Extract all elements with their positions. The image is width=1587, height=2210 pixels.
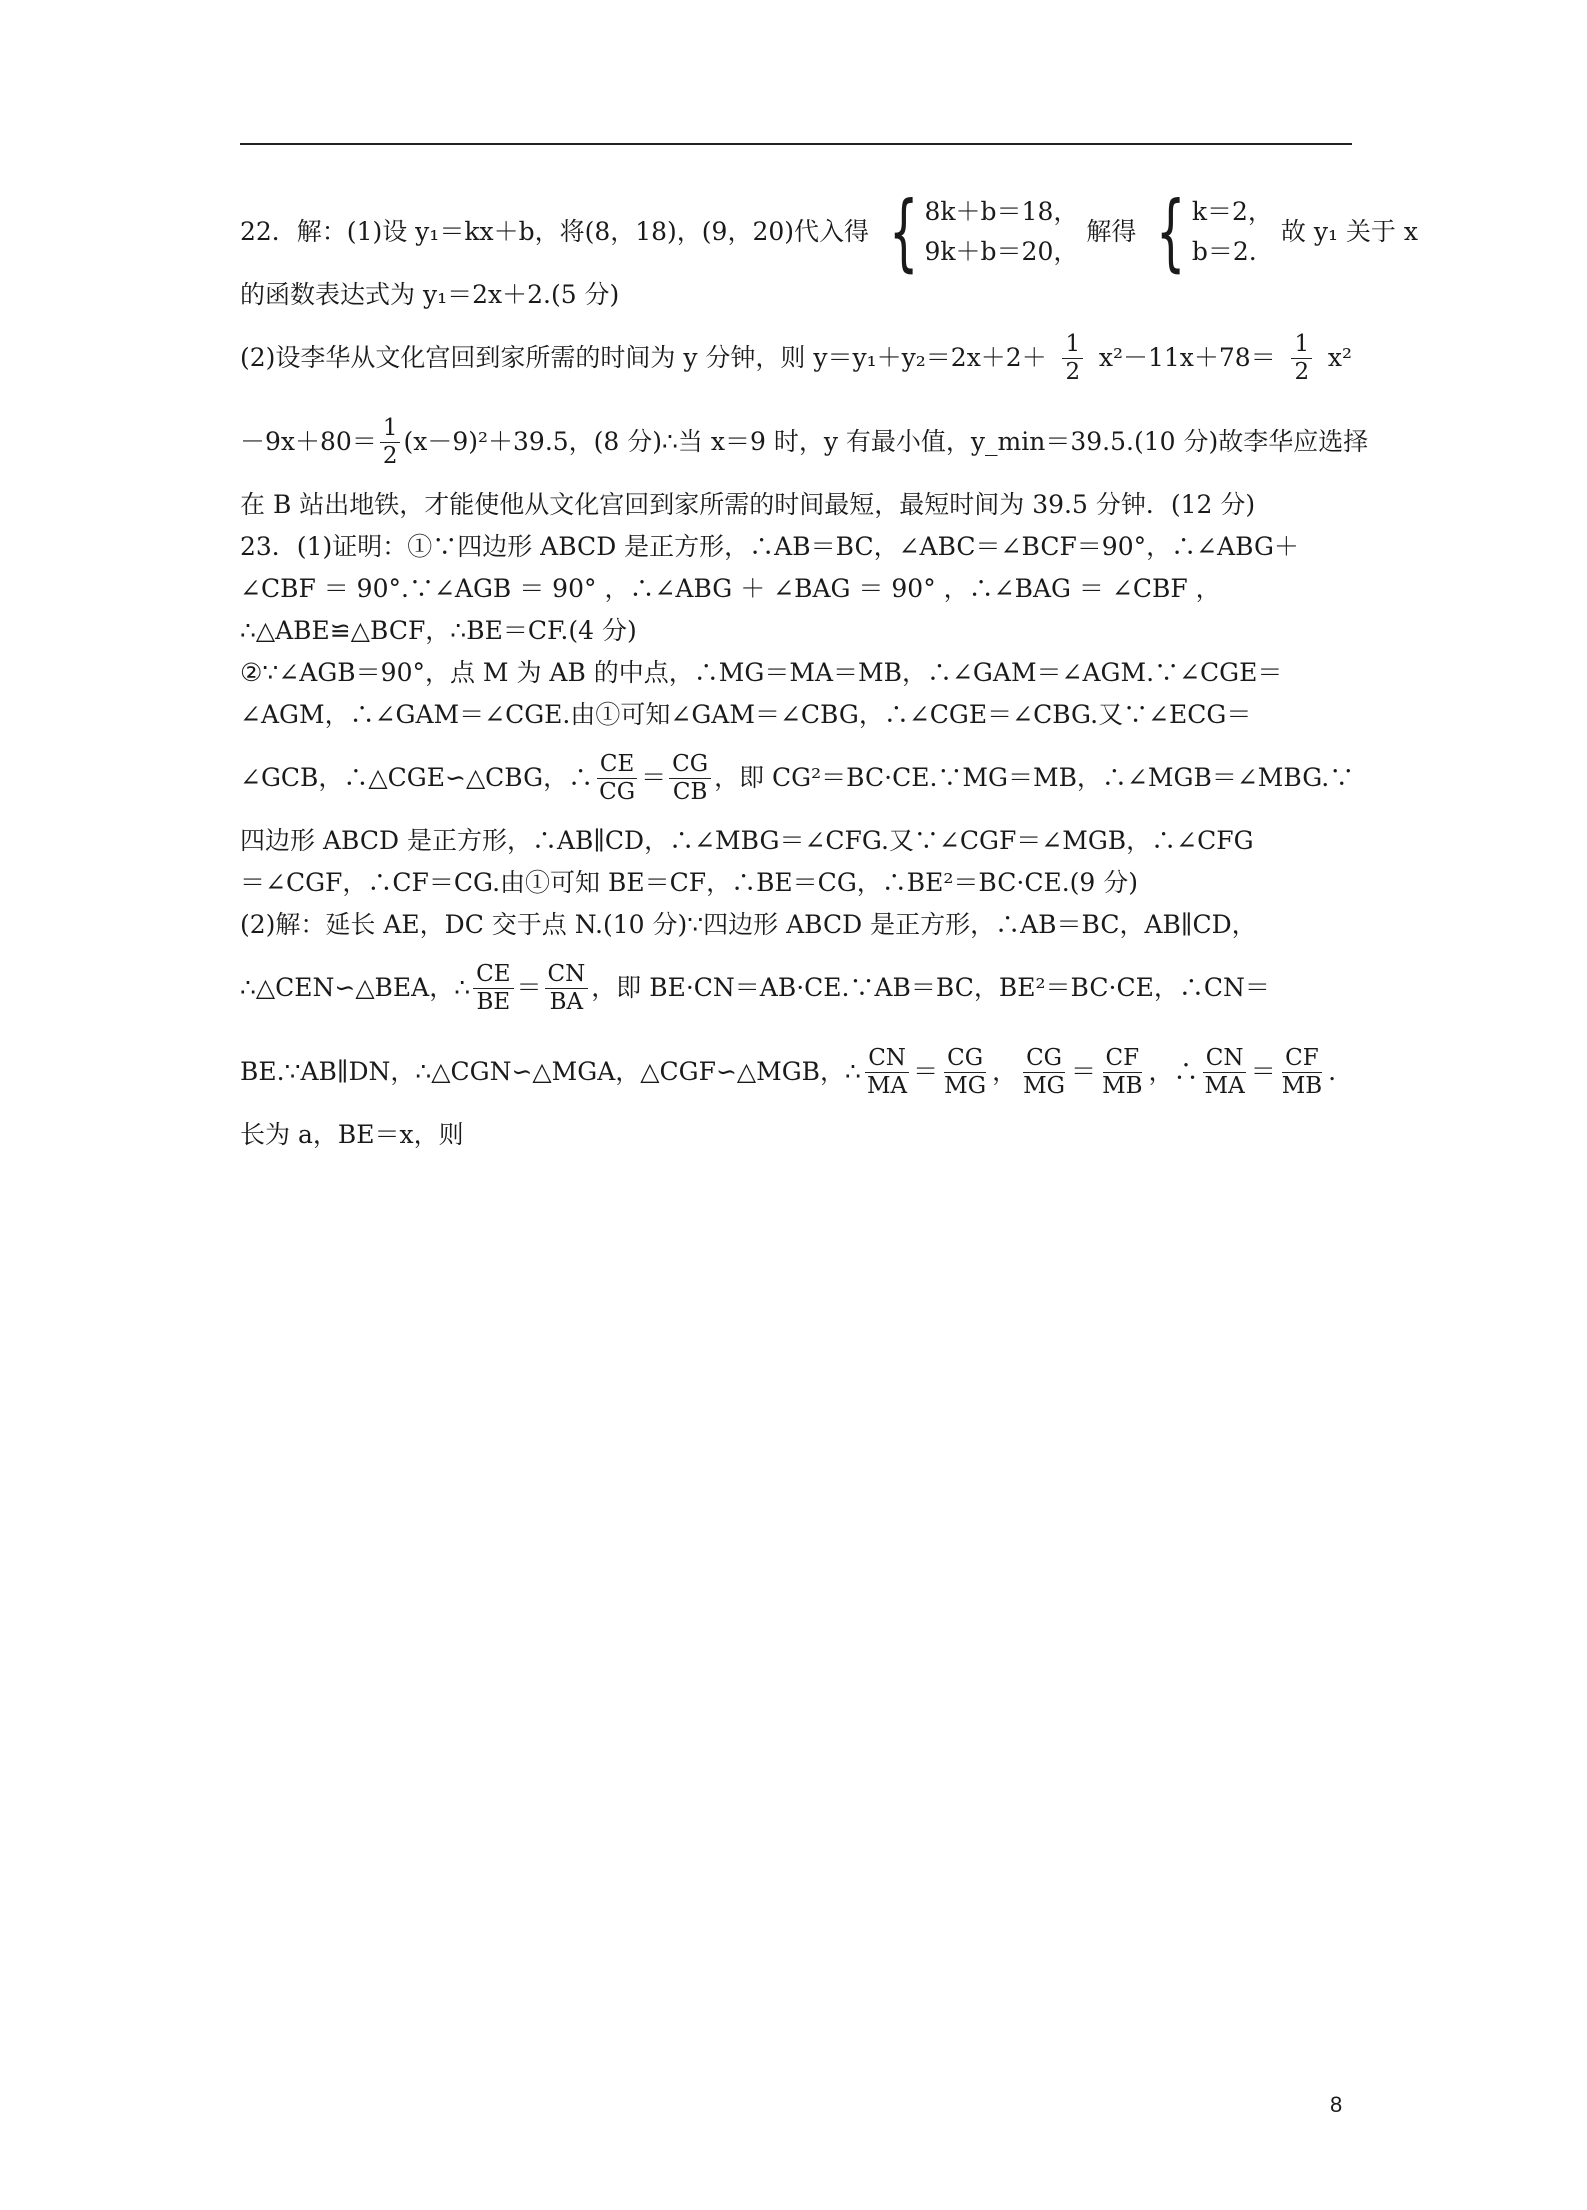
q23-l5-text: ∠AGM，∴∠GAM＝∠CGE.由①可知∠GAM＝∠CBG，∴∠CGE＝∠CBG.又∵∠ECG＝	[240, 700, 1252, 729]
system-row: k＝2，	[1191, 197, 1273, 226]
solution-text	[240, 183, 1418, 1156]
fraction	[1062, 331, 1083, 385]
numerator: CG	[1023, 1045, 1065, 1072]
q23-line-11	[240, 1030, 1352, 1114]
denominator: MB	[1281, 1072, 1323, 1099]
equation-system-2	[1144, 183, 1273, 281]
numerator: CN	[865, 1045, 909, 1072]
q23-line-12	[240, 1114, 1352, 1156]
numerator: 1	[1291, 331, 1312, 358]
separator: ，	[992, 1057, 1018, 1086]
q23-l7-text: 四边形 ABCD 是正方形，∴AB∥CD，∴∠MBG＝∠CFG.又∵∠CGF＝∠MGB，∴∠CFG	[240, 826, 1254, 855]
q22-l4-text-a: －9x＋80＝	[240, 427, 377, 456]
q22-l3-text-a: (2)设李华从文化宫回到家所需的时间为 y 分钟，则 y＝y₁＋y₂＝2x＋2＋	[240, 343, 1047, 372]
numerator: 1	[380, 415, 401, 442]
q23-l1-text: 23．(1)证明：①∵四边形 ABCD 是正方形，∴AB＝BC，∠ABC＝∠BCF＝90°，∴∠ABG＋	[240, 532, 1299, 561]
period: .	[1328, 1057, 1337, 1086]
q23-l10-text-b: ，即 BE·CN＝AB·CE.∵AB＝BC，BE²＝BC·CE，∴CN＝	[591, 973, 1270, 1002]
system-row: b＝2.	[1191, 237, 1257, 266]
denominator: MB	[1102, 1072, 1143, 1099]
q23-l10-text-a: ∴△CEN∽△BEA，∴	[240, 973, 471, 1002]
equals-sign: ＝	[1250, 1057, 1276, 1086]
q22-l1-text-c: 故 y₁ 关于 x	[1280, 217, 1418, 246]
q23-l2-text: ∠CBF ＝ 90°.∵∠AGB ＝ 90° ，∴∠ABG ＋ ∠BAG ＝ 90° ，∴∠BAG ＝ ∠CBF ，	[240, 574, 1221, 603]
q23-line-3	[240, 610, 1352, 652]
fraction	[669, 751, 711, 805]
equals-sign: ＝	[913, 1057, 939, 1086]
system-row: 9k＋b＝20，	[924, 237, 1079, 266]
numerator: CN	[545, 961, 589, 988]
equals-sign: ＝	[1071, 1057, 1097, 1086]
q22-line-5	[240, 484, 1352, 526]
q23-l12-text: 长为 a，BE＝x，则	[240, 1120, 464, 1149]
numerator: CE	[473, 961, 513, 988]
fraction	[1202, 1045, 1248, 1099]
denominator: MA	[1204, 1072, 1245, 1099]
denominator: MG	[944, 1072, 987, 1099]
denominator: CB	[672, 778, 708, 805]
fraction	[1020, 1045, 1068, 1099]
numerator: CF	[1282, 1045, 1322, 1072]
fraction	[864, 1045, 910, 1099]
q23-line-5	[240, 694, 1352, 736]
fraction	[1279, 1045, 1325, 1099]
q23-l6-text-b: ，即 CG²＝BC·CE.∵MG＝MB，∴∠MGB＝∠MBG.∵	[714, 763, 1355, 792]
q22-l4-text-b: (x－9)²＋39.5，(8 分)∴当 x＝9 时，y 有最小值，y_min＝39.5.(10 分)故李华应选择	[403, 427, 1369, 456]
q23-line-2	[240, 568, 1352, 610]
fraction	[1291, 331, 1312, 385]
q23-l9-text: (2)解：延长 AE，DC 交于点 N.(10 分)∵四边形 ABCD 是正方形，∴AB＝BC，AB∥CD，	[240, 910, 1257, 939]
fraction	[596, 751, 638, 805]
fraction	[380, 415, 401, 469]
numerator: CF	[1103, 1045, 1143, 1072]
q23-l4-text: ②∵∠AGB＝90°，点 M 为 AB 的中点，∴MG＝MA＝MB，∴∠GAM＝∠AGM.∵∠CGE＝	[240, 658, 1283, 687]
q22-l2-text: 的函数表达式为 y₁＝2x＋2.(5 分)	[240, 280, 620, 309]
q23-l8-text: ＝∠CGF，∴CF＝CG.由①可知 BE＝CF，∴BE＝CG，∴BE²＝BC·CE.(9 分)	[240, 868, 1139, 897]
denominator: 2	[1294, 358, 1310, 385]
q23-line-9	[240, 904, 1352, 946]
fraction	[941, 1045, 989, 1099]
q23-line-6	[240, 736, 1355, 820]
q22-l3-text-c: x²	[1327, 343, 1352, 372]
page-number: 8	[1330, 2092, 1343, 2117]
q23-line-1	[240, 526, 1352, 568]
q23-line-7	[240, 820, 1352, 862]
q22-line-1	[240, 183, 1418, 281]
denominator: 2	[382, 442, 398, 469]
fraction	[473, 961, 513, 1015]
brace-icon: {	[889, 183, 919, 281]
denominator: 2	[1065, 358, 1081, 385]
q23-l11-text-a: BE.∵AB∥DN，∴△CGN∽△MGA，△CGF∽△MGB，∴	[240, 1057, 861, 1086]
denominator: BE	[476, 988, 511, 1015]
q22-line-2	[240, 274, 1352, 316]
denominator: BA	[549, 988, 584, 1015]
q23-l3-text: ∴△ABE≌△BCF，∴BE＝CF.(4 分)	[240, 616, 637, 645]
q23-l11-text-b: ，∴	[1148, 1057, 1199, 1086]
numerator: 1	[1062, 331, 1083, 358]
q22-line-4	[240, 400, 1369, 484]
equation-system-1	[877, 183, 1079, 281]
denominator: MA	[866, 1072, 908, 1099]
numerator: CG	[669, 751, 711, 778]
q23-line-4	[240, 652, 1352, 694]
q23-line-10	[240, 946, 1352, 1030]
q22-line-3	[240, 316, 1352, 400]
q22-l3-text-b: x²－11x＋78＝	[1098, 343, 1276, 372]
q23-l6-text-a: ∠GCB，∴△CGE∽△CBG，∴	[240, 763, 594, 792]
header-rule	[240, 143, 1352, 145]
equals-sign: ＝	[516, 973, 542, 1002]
numerator: CN	[1203, 1045, 1247, 1072]
q22-l5-text: 在 B 站出地铁，才能使他从文化宫回到家所需的时间最短，最短时间为 39.5 分钟．(12 分)	[240, 490, 1256, 519]
denominator: MG	[1023, 1072, 1066, 1099]
denominator: CG	[599, 778, 636, 805]
q22-l1-text-b: 解得	[1086, 217, 1137, 246]
q22-l1-text-a: 22．解：(1)设 y₁＝kx＋b，将(8，18)，(9，20)代入得	[240, 217, 870, 246]
numerator: CG	[944, 1045, 986, 1072]
brace-icon: {	[1156, 183, 1186, 281]
fraction	[1099, 1045, 1145, 1099]
system-row: 8k＋b＝18，	[924, 197, 1079, 226]
numerator: CE	[597, 751, 637, 778]
fraction	[545, 961, 589, 1015]
q23-line-8	[240, 862, 1352, 904]
equals-sign: ＝	[641, 763, 667, 792]
